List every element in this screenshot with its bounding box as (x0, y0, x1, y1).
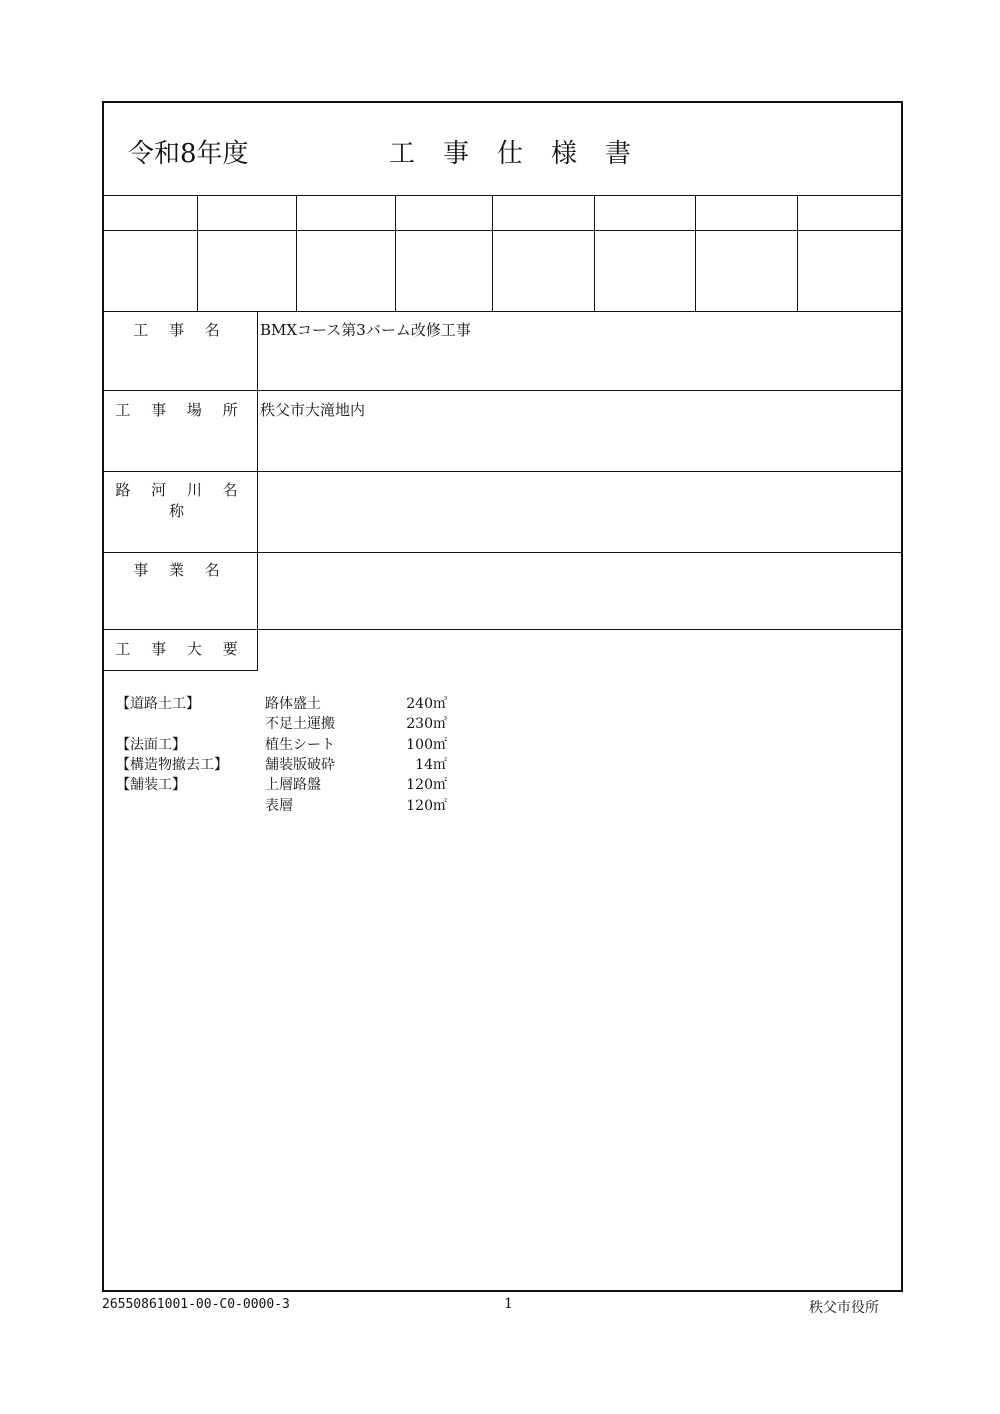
summary-amount: 14㎡ (415, 757, 447, 773)
field-value-construction-name: BMXコース第3バーム改修工事 (260, 321, 471, 339)
summary-amount: 230㎥ (406, 716, 447, 732)
issuer: 秩父市役所 (809, 1300, 879, 1316)
stamp-grid-line (296, 195, 297, 311)
field-label-construction-name: 工 事 名 (133, 321, 228, 339)
divider (104, 471, 901, 472)
divider (104, 390, 901, 391)
divider (104, 552, 901, 553)
summary-amount: 240㎥ (406, 696, 447, 712)
summary-category: 【舗装工】 (116, 777, 186, 793)
divider (104, 230, 901, 231)
document-title: 工事仕様書 (389, 139, 660, 169)
summary-item: 表層 (265, 798, 293, 814)
summary-item: 舗装版破砕 (265, 757, 335, 773)
summary-item: 上層路盤 (265, 777, 321, 793)
stamp-grid-line (797, 195, 798, 311)
stamp-grid-line (492, 195, 493, 311)
fiscal-year: 令和8年度 (128, 139, 249, 169)
field-value-construction-site: 秩父市大滝地内 (260, 401, 366, 419)
stamp-grid-line (695, 195, 696, 311)
field-label-construction-site: 工 事 場 所 (115, 401, 246, 419)
summary-category: 【構造物撤去工】 (116, 757, 228, 773)
divider (104, 311, 901, 312)
stamp-grid-line (395, 195, 396, 311)
summary-category: 【道路土工】 (116, 696, 200, 712)
summary-item: 植生シート (265, 737, 335, 753)
page-number: 1 (504, 1296, 513, 1312)
stamp-grid-line (197, 195, 198, 311)
divider (104, 670, 258, 671)
summary-amount: 100㎡ (406, 737, 447, 753)
summary-item: 不足土運搬 (265, 716, 335, 732)
divider (104, 195, 901, 196)
summary-item: 路体盛土 (265, 696, 321, 712)
field-label-construction-outline: 工 事 大 要 (115, 640, 246, 658)
summary-amount: 120㎡ (406, 777, 447, 793)
stamp-grid-line (594, 195, 595, 311)
field-divider (257, 311, 258, 670)
field-label-project-name: 事 業 名 (133, 561, 228, 579)
field-label-road-river-name: 路 河 川 名 称 (115, 481, 246, 520)
specification-sheet (102, 101, 903, 1292)
divider (104, 629, 901, 630)
document-code: 26550861001-00-C0-0000-3 (102, 1297, 290, 1312)
summary-amount: 120㎡ (406, 798, 447, 814)
summary-category: 【法面工】 (116, 737, 186, 753)
